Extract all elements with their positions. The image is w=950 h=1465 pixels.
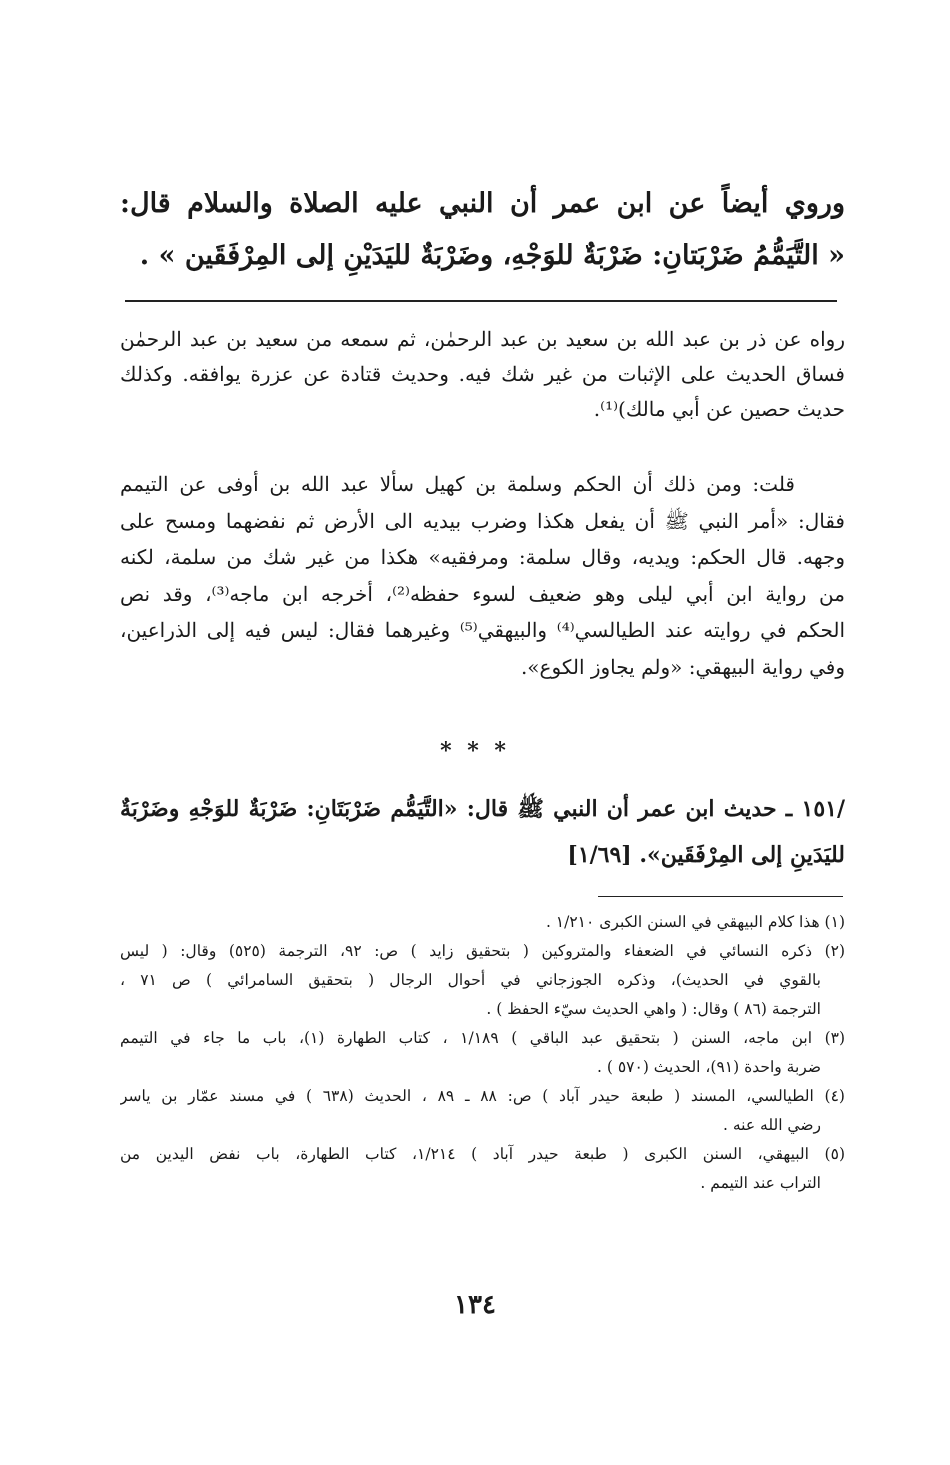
body-line-5: الحكم في روايته عند الطيالسي⁽⁴⁾ والبيهقي⁽⁵⁾ وغيرهما فقال: ليس فيه إلى الذراعين، [120, 618, 845, 642]
footnote-4-line-2: رضي الله عنه . [723, 1116, 821, 1134]
section-separator: * * * [440, 738, 510, 764]
hadith-line-1: /١٥١ ـ حديث ابن عمر أن النبي ﷺ قال: «التَّيَمُّم ضَرْبَتَانِ: ضَرْبَةٌ للوَجْهِ وضَرْبَةٌ [120, 796, 845, 822]
footnote-3-line-2: ضربة واحدة (٩١)، الحديث (٥٧٠ ) . [597, 1058, 821, 1076]
footnote-2 [120, 937, 845, 1024]
hadith-line-2: لليَدَينِ إلى المِرْفَقَين». [١/٦٩] [567, 842, 845, 868]
footnote-2-line-2: بالقوي في الحديث)، وذكره الجوزجاني في أحوال الرجال ( بتحقيق السامرائي ) ص ٧١ ، [120, 971, 821, 989]
body-line-6: وفي رواية البيهقي: «ولم يجاوز الكوع». [520, 654, 845, 679]
footnote-3 [120, 1024, 845, 1082]
commentary-line-2: فساق الحديث على الإثبات من غير شك فيه. وحديث قتادة عن عزرة يوافقه. وكذلك [120, 362, 845, 386]
opening-quote [120, 178, 845, 282]
body-line-4: من رواية ابن أبي ليلى وهو ضعيف لسوء حفظه⁽²⁾، أخرجه ابن ماجه⁽³⁾، وقد نص [120, 581, 845, 606]
footnote-1 [120, 908, 845, 937]
footnotes [120, 908, 845, 1198]
footnote-5-line-2: التراب عند التيمم . [700, 1174, 821, 1192]
body-line-3: وجهه. قال الحكم: ويديه، وقال سلمة: ومرفقيه» هكذا من غير شك من سلمة، لكنه [120, 545, 845, 569]
footnote-divider [598, 896, 843, 897]
footnote-2-line-1: (٢) ذكره النسائي في الضعفاء والمتروكين ( بتحقيق زايد ) ص: ٩٢، الترجمة (٥٢٥) وقال: ( ليس [120, 942, 845, 960]
commentary-line-3: حديث حصين عن أبي مالك)⁽¹⁾. [593, 397, 845, 421]
opening-quote-line-2: « التَّيَمُّمُ ضَرْبَتانِ: ضَرْبَةٌ للوَجْهِ، وضَرْبَةٌ لليَدَيْنِ إلى المِرْفَقَين » . [139, 240, 845, 271]
footnote-5-line-1: (٥) البيهقي، السنن الكبرى ( طبعة حيدر آباد ) ١/٢١٤، كتاب الطهارة، باب نفض اليدين من [120, 1145, 845, 1163]
footnote-5 [120, 1140, 845, 1198]
opening-quote-line-1: وروي أيضاً عن ابن عمر أن النبي عليه الصلاة والسلام قال: [120, 188, 845, 219]
commentary-paragraph [120, 322, 845, 427]
footnote-4 [120, 1082, 845, 1140]
footnote-3-line-1: (٣) ابن ماجه، السنن ( بتحقيق عبد الباقي ) ١/١٨٩ ، كتاب الطهارة (١)، باب ما جاء في التيمم [120, 1029, 845, 1047]
body-line-2: فقال: «أمر النبي ﷺ أن يفعل هكذا وضرب بيديه الى الأرض ثم نفضهما ومسح على [120, 508, 845, 533]
commentary-line-1: رواه عن ذر بن عبد الله بن سعيد بن عبد الرحمٰن، ثم سمعه من سعيد بن عبد الرحمٰن [120, 327, 845, 351]
footnote-2-line-3: الترجمة (٨٦ ) وقال: ( واهي الحديث سيّء الحفظ ) . [486, 1000, 821, 1018]
body-line-1: قلت: ومن ذلك أن الحكم وسلمة بن كهيل سألا عبد الله بن أوفى عن التيمم [120, 472, 795, 496]
footnote-1-line-1: (١) هذا كلام البيهقي في السنن الكبرى ١/٢١٠ . [545, 913, 845, 931]
body-paragraph [120, 466, 845, 685]
hadith-entry [120, 786, 845, 878]
top-divider [125, 300, 837, 302]
footnote-4-line-1: (٤) الطيالسي، المسند ( طبعة حيدر آباد ) ص: ٨٨ ـ ٨٩ ، الحديث (٦٣٨ ) في مسند عمّار بن ياسر [120, 1087, 845, 1105]
page-number: ١٣٤ [454, 1290, 496, 1320]
